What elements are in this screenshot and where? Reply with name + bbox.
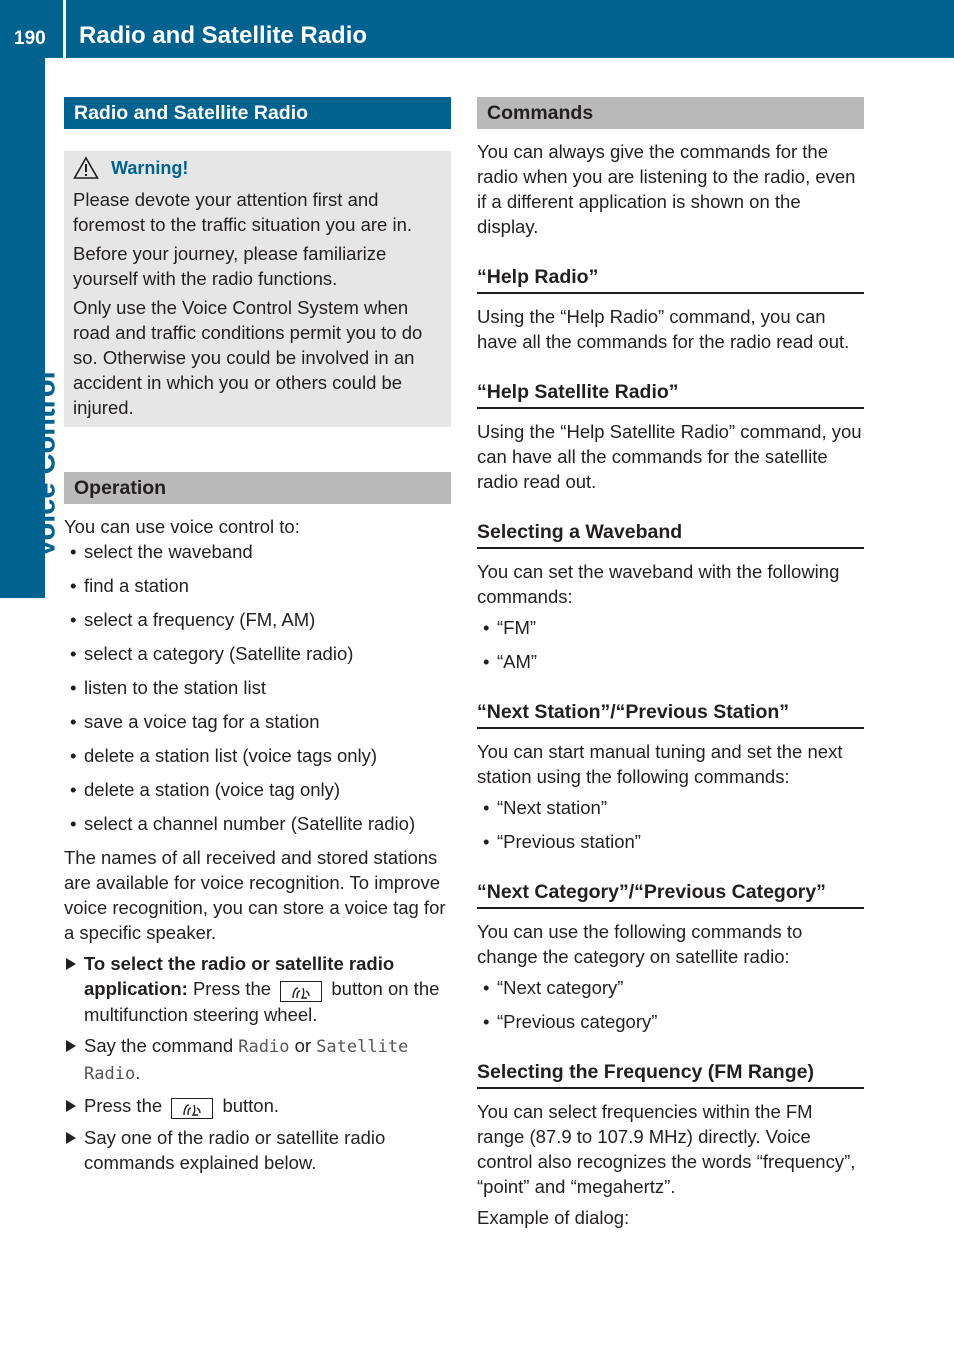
next-station-text: You can start manual tuning and set the next station using the following commands: — [477, 741, 843, 787]
list-item: • “Next station” — [477, 795, 864, 820]
warning-paragraph: Please devote your attention first and foremost to the traffic situation you are in. — [73, 189, 412, 235]
page-number: 190 — [14, 28, 46, 49]
warning-paragraph: Only use the Voice Control System when road and traffic conditions permit you to do so. Otherwise you could be involved in an accident in which you or others could be injured. — [73, 297, 423, 418]
subheading-next-station: “Next Station”/“Previous Station” — [477, 700, 864, 729]
warning-title: Warning! — [111, 157, 189, 178]
warning-icon — [73, 156, 99, 180]
list-item: • “AM” — [477, 649, 864, 674]
step-arrow-icon — [66, 1040, 76, 1052]
next-station-list — [477, 795, 864, 854]
list-item: • select a frequency (FM, AM) — [64, 607, 451, 632]
command-radio: Radio — [238, 1037, 290, 1057]
waveband-list — [477, 615, 864, 674]
step-item — [64, 1125, 451, 1175]
list-item: • “Next category” — [477, 975, 864, 1000]
next-category-list — [477, 975, 864, 1034]
warning-header — [73, 156, 442, 180]
operation-intro: You can use voice control to: — [64, 516, 300, 537]
right-column — [477, 97, 864, 1236]
section-title-operation: Operation — [64, 472, 451, 504]
list-item: • select a category (Satellite radio) — [64, 641, 451, 666]
step-bold-text: To select the radio or satellite radio application: — [84, 953, 395, 999]
instruction-steps — [64, 951, 451, 1175]
list-item: • select a channel number (Satellite radio) — [64, 811, 451, 836]
step-arrow-icon — [66, 958, 76, 970]
step-item — [64, 1093, 451, 1119]
list-item: • save a voice tag for a station — [64, 709, 451, 734]
side-label: Voice Control — [29, 371, 62, 558]
example-text: Example of dialog: — [477, 1207, 630, 1228]
subheading-help-radio: “Help Radio” — [477, 265, 864, 294]
step-text: Press the — [84, 1095, 163, 1116]
header-divider — [63, 0, 66, 58]
subheading-next-category: “Next Category”/“Previous Category” — [477, 880, 864, 909]
left-column — [64, 97, 451, 1181]
subheading-frequency: Selecting the Frequency (FM Range) — [477, 1060, 864, 1089]
subheading-help-satellite: “Help Satellite Radio” — [477, 380, 864, 409]
voice-recognition-text: The names of all received and stored stations are available for voice recognition. To improve voice recognition, you can store a voice tag for a specific speaker. — [64, 847, 446, 943]
step-text: button on the multifunction steering wheel. — [84, 978, 440, 1025]
step-arrow-icon — [66, 1132, 76, 1144]
voice-button-icon — [171, 1098, 213, 1119]
step-arrow-icon — [66, 1100, 76, 1112]
list-item: • listen to the station list — [64, 675, 451, 700]
voice-button-icon — [280, 981, 322, 1002]
help-radio-text: Using the “Help Radio” command, you can have all the commands for the radio read out. — [477, 306, 850, 352]
list-item: • delete a station (voice tag only) — [64, 777, 451, 802]
waveband-text: You can set the waveband with the following commands: — [477, 561, 840, 607]
step-text: or — [294, 1035, 312, 1056]
step-item — [64, 951, 451, 1027]
help-satellite-text: Using the “Help Satellite Radio” command, you can have all the commands for the satellite radio read out. — [477, 421, 862, 492]
list-item: • “Previous station” — [477, 829, 864, 854]
step-text: Press the — [192, 978, 272, 999]
step-item: Say the command Radio or Satellite Radio. — [64, 1033, 451, 1087]
list-item: • delete a station list (voice tags only) — [64, 743, 451, 768]
step-text: Say the command — [84, 1035, 234, 1056]
command-satellite-radio: Satellite Radio — [84, 1037, 409, 1084]
chapter-title: Radio and Satellite Radio — [79, 22, 368, 49]
step-text: Say one of the radio or satellite radio commands explained below. — [84, 1127, 386, 1173]
frequency-text: You can select frequencies within the FM range (87.9 to 107.9 MHz) directly. Voice control also recognizes the words “frequency”, “point” and “megahertz”. — [477, 1101, 856, 1197]
list-item: • “FM” — [477, 615, 864, 640]
subheading-waveband: Selecting a Waveband — [477, 520, 864, 549]
list-item: • “Previous category” — [477, 1009, 864, 1034]
warning-box — [64, 151, 451, 427]
step-text: button. — [222, 1095, 280, 1116]
section-title-radio: Radio and Satellite Radio — [64, 97, 451, 129]
operation-list — [64, 539, 451, 836]
list-item: • find a station — [64, 573, 451, 598]
section-title-commands: Commands — [477, 97, 864, 129]
commands-text: You can always give the commands for the radio when you are listening to the radio, even if a different application is shown on the display. — [477, 141, 856, 237]
list-item: • select the waveband — [64, 539, 451, 564]
warning-paragraph: Before your journey, please familiarize yourself with the radio functions. — [73, 243, 387, 289]
header-bar — [0, 0, 954, 58]
next-category-text: You can use the following commands to change the category on satellite radio: — [477, 921, 803, 967]
